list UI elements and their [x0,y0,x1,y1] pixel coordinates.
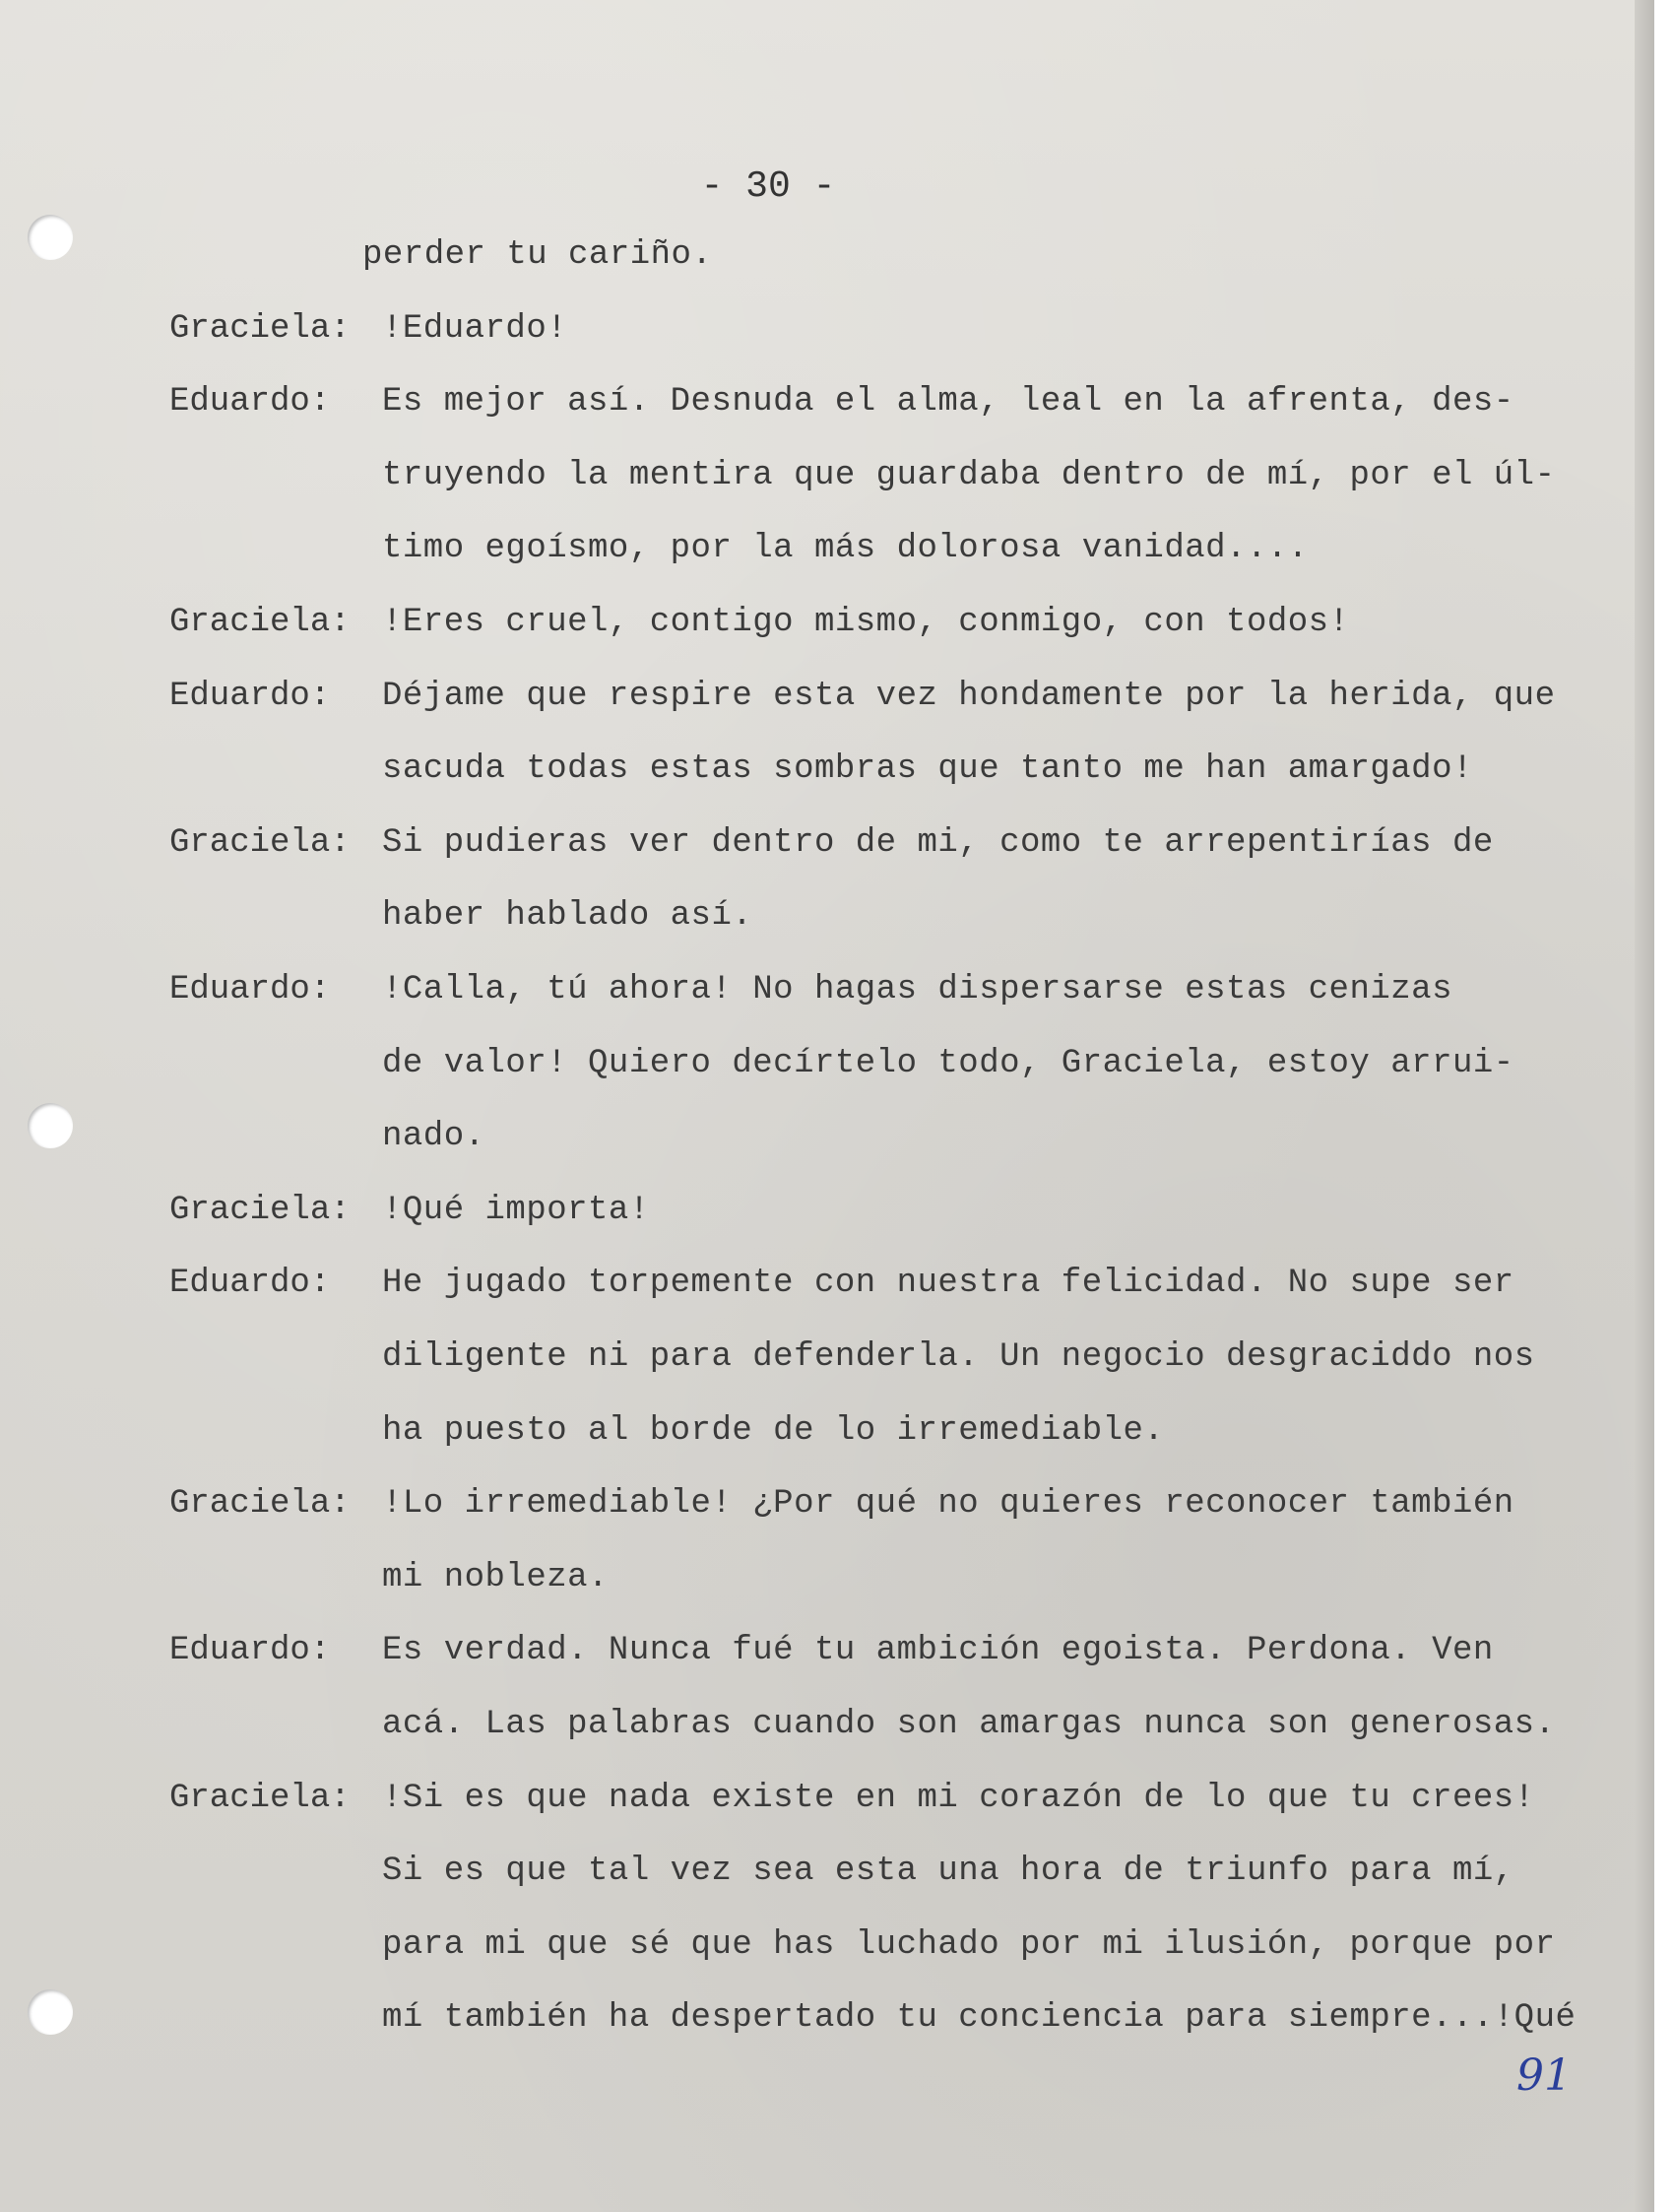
speaker-name: Eduardo: [169,1632,331,1669]
dialogue-line: Déjame que respire esta vez hondamente por la herida, que [382,678,1556,715]
page-edge [1635,0,1654,2212]
dialogue-line: !Si es que nada existe en mi corazón de lo que tu crees! [382,1780,1535,1817]
handwritten-folio-number: 91 [1516,2050,1572,2101]
dialogue-line: !Eduardo! [382,310,568,348]
punch-hole-middle [28,1103,73,1148]
dialogue-line: !Calla, tú ahora! No hagas dispersarse estas cenizas [382,971,1452,1008]
dialogue-line: Si es que tal vez sea esta una hora de triunfo para mí, [382,1853,1514,1890]
dialogue-line: mí también ha despertado tu conciencia para siempre...!Qué [382,1999,1577,2037]
dialogue-line: mi nobleza. [382,1559,609,1596]
speaker-name: Graciela: [169,1192,351,1229]
speaker-name: Eduardo: [169,678,331,715]
dialogue-line: !Lo irremediable! ¿Por qué no quieres reconocer también [382,1485,1514,1523]
dialogue-line: !Eres cruel, contigo mismo, conmigo, con todos! [382,604,1350,641]
speaker-name: Eduardo: [169,971,331,1008]
speaker-name: Graciela: [169,1485,351,1523]
dialogue-line: diligente ni para defenderla. Un negocio desgraciddo nos [382,1338,1535,1376]
speaker-name: Graciela: [169,604,351,641]
page-number: - 30 - [700,165,836,208]
punch-hole-top [28,215,73,260]
punch-hole-bottom [28,1989,73,2035]
dialogue-line: sacuda todas estas sombras que tanto me han amargado! [382,750,1473,788]
speaker-name: Graciela: [169,1780,351,1817]
speaker-name: Eduardo: [169,383,331,421]
speaker-name: Graciela: [169,310,351,348]
speaker-name: Eduardo: [169,1265,331,1302]
dialogue-line: para mi que sé que has luchado por mi ilusión, porque por [382,1926,1556,1964]
dialogue-line: !Qué importa! [382,1192,650,1229]
speaker-name: Graciela: [169,824,351,862]
dialogue-line: Es mejor así. Desnuda el alma, leal en la afrenta, des- [382,383,1514,421]
dialogue-line: ha puesto al borde de lo irremediable. [382,1412,1165,1450]
dialogue-line: nado. [382,1118,485,1155]
dialogue-line: He jugado torpemente con nuestra felicidad. No supe ser [382,1265,1514,1302]
dialogue-line: Si pudieras ver dentro de mi, como te arrepentirías de [382,824,1494,862]
dialogue-line: truyendo la mentira que guardaba dentro de mí, por el úl- [382,457,1556,494]
dialogue-line: de valor! Quiero decírtelo todo, Graciela, estoy arrui- [382,1045,1514,1082]
dialogue-line: timo egoísmo, por la más dolorosa vanidad.... [382,530,1309,567]
dialogue-line: haber hablado así. [382,897,753,935]
dialogue-line: acá. Las palabras cuando son amargas nunca son generosas. [382,1706,1556,1743]
dialogue-line: perder tu cariño. [362,236,713,274]
dialogue-line: Es verdad. Nunca fué tu ambición egoista. Perdona. Ven [382,1632,1494,1669]
